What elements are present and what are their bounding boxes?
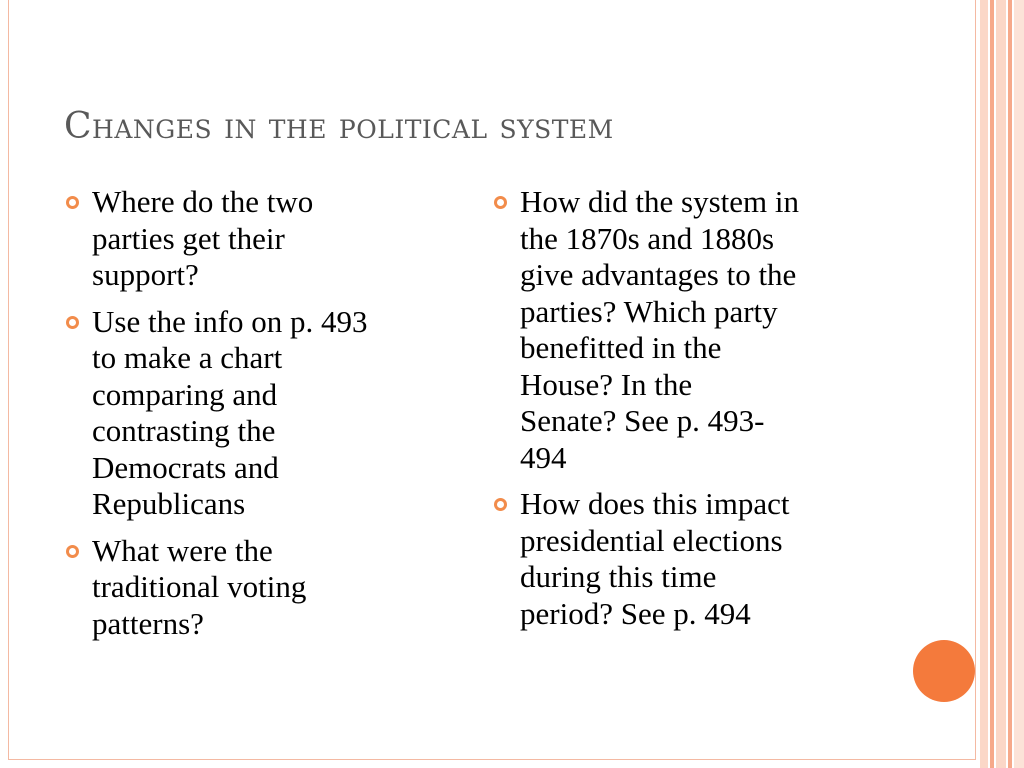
hollow-circle-bullet-icon: [66, 545, 79, 558]
decorative-edge-stripe: [996, 0, 1006, 768]
bullet-item: [62, 533, 452, 643]
hollow-circle-bullet-icon: [66, 196, 79, 209]
hollow-circle-bullet-icon: [66, 316, 79, 329]
bullet-text: Use the info on p. 493 to make a chart comparing and contrasting the Democrats and Republicans: [92, 303, 368, 521]
decorative-edge-stripe: [1008, 0, 1012, 768]
bullet-text: What were the traditional voting patterns?: [92, 532, 307, 641]
bullet-item: [62, 184, 452, 294]
bullet-text: How did the system in the 1870s and 1880s give advantages to the parties? Which party benefitted in the House? In the Senate? See p. 493- 494: [520, 184, 799, 475]
hollow-circle-bullet-icon: [494, 498, 507, 511]
decorative-edge-stripe: [990, 0, 994, 768]
bullet-item: [490, 184, 890, 476]
bullet-item: [62, 304, 452, 523]
accent-circle-decoration: [913, 640, 975, 702]
right-bullet-column: [490, 184, 890, 642]
hollow-circle-bullet-icon: [494, 196, 507, 209]
decorative-edge-stripe: [1014, 0, 1024, 768]
slide-title: Changes in the political system: [64, 106, 614, 147]
bullet-text: Where do the two parties get their support?: [92, 184, 314, 292]
bullet-text: How does this impact presidential elections during this time period? See p. 494: [520, 486, 790, 631]
decorative-edge-stripe: [980, 0, 988, 768]
bullet-item: [490, 486, 890, 632]
left-bullet-column: [62, 184, 452, 652]
